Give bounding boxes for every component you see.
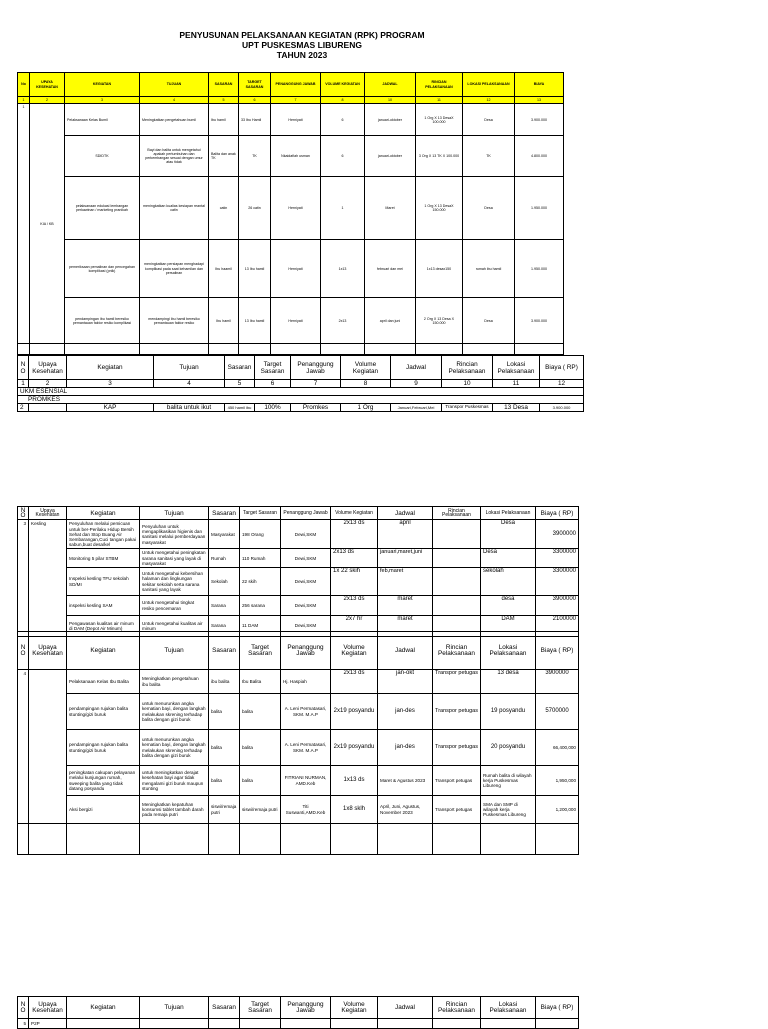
table-cell: 1x13 ds xyxy=(331,766,378,796)
table-cell: 2 Org X 13 Desa X 150.000 xyxy=(416,298,463,344)
table-cell: 1.950.000 xyxy=(515,240,564,298)
table-cell: Dewi,SKM xyxy=(281,568,331,596)
table4-header-cell: Kegiatan xyxy=(67,632,140,670)
table3-header-cell: NO xyxy=(18,507,29,520)
table-cell: Dewi,SKM xyxy=(281,549,331,568)
table2-header-row xyxy=(18,356,584,380)
section-ukm-esensial: UKM ESENSIAL xyxy=(18,388,584,396)
table-cell: Desa xyxy=(463,177,515,240)
table-cell: 1 Org xyxy=(341,404,391,412)
table-row xyxy=(18,766,579,796)
table3-header-cell: Jadwal xyxy=(378,507,433,520)
table-cell: 3900000 xyxy=(536,670,579,694)
table2-number-cell: 3 xyxy=(67,380,154,388)
table-cell: pendampingan ibu hamil beresiko pemantauan faktor resiko komplikasi xyxy=(65,298,140,344)
table-cell: 13 desa xyxy=(481,670,536,694)
table1-number-cell: 6 xyxy=(239,97,271,104)
table4-header-cell: Target Sasaran xyxy=(240,632,281,670)
table-cell: Transport petugas xyxy=(433,796,481,824)
table3-header-cell: Lokasi Pelaksanaan xyxy=(481,507,536,520)
doc-title-3: TAHUN 2023 xyxy=(276,50,328,60)
table-cell: Maret xyxy=(365,177,416,240)
table-cell: Masyarakat xyxy=(209,520,240,549)
table-row xyxy=(18,596,579,616)
table3-header-cell: Kegiatan xyxy=(67,507,140,520)
table-cell: 3.900.000 xyxy=(540,404,584,412)
table1-number-cell: 2 xyxy=(30,97,65,104)
table-cell: balita xyxy=(209,694,240,730)
table-cell: Ibu hamil xyxy=(209,104,239,136)
table2-number-cell: 1 xyxy=(18,380,29,388)
table-cell: Desa xyxy=(481,520,536,549)
table2-number-row xyxy=(18,380,584,388)
table-cell: Ibu hamil xyxy=(209,298,239,344)
table2-header-cell: Volume Kegiatan xyxy=(341,356,391,380)
table-cell: Meningkatkan pengetahuan bumil xyxy=(140,104,209,136)
table-cell: februari dan mei xyxy=(365,240,416,298)
table-cell: Ibu Balita xyxy=(240,670,281,694)
table-row xyxy=(18,694,579,730)
table1-number-cell: 8 xyxy=(321,97,365,104)
table-cell: 6 xyxy=(321,136,365,177)
table-cell: Transport petugas xyxy=(433,766,481,796)
table-cell: Maret & Agustus 2023 xyxy=(378,766,433,796)
table-cell: Pelaksanaan Kelas Ibu Balita xyxy=(67,670,140,694)
table-cell: Sarana xyxy=(209,596,240,616)
table1-header-cell: UPAYA KESEHATAN xyxy=(30,73,65,97)
table1-header-cell: TARGET SASARAN xyxy=(239,73,271,97)
table2-number-cell: 7 xyxy=(291,380,341,388)
table5-header-cell: Biaya ( RP) xyxy=(536,997,579,1019)
table-cell: balita xyxy=(209,730,240,766)
table-cell: Transpor petugas xyxy=(433,694,481,730)
table2-number-cell: 2 xyxy=(29,380,67,388)
table-row xyxy=(18,177,564,240)
section-row xyxy=(18,388,584,396)
table5-header-cell: Volume Kegiatan xyxy=(331,997,378,1019)
table-cell: pelaksanaan edukasi lembangan perkawinan / marketing pranikah xyxy=(65,177,140,240)
table5-header-cell: Penanggung Jawab xyxy=(281,997,331,1019)
table-cell: Untuk mengetahui kualitas air minum xyxy=(140,616,209,637)
table1-number-cell: 3 xyxy=(65,97,140,104)
table2-header-cell: Upaya Kesehatan xyxy=(29,356,67,380)
table-cell: ibu balita xyxy=(209,670,240,694)
table3-header-cell: Target Sasaran xyxy=(240,507,281,520)
table-cell: meningkatkan kualias kesiapan reantal catin xyxy=(140,177,209,240)
table-cell: rumah ibu hamil xyxy=(463,240,515,298)
table-cell: Herniyati xyxy=(271,240,321,298)
table-cell: Rumah xyxy=(209,549,240,568)
table-cell: pendampingan rujukan balita stunting/gizi buruk xyxy=(67,730,140,766)
table-cell: FITRIANI NURMAN, AMD.Keb xyxy=(281,766,331,796)
table-row-empty xyxy=(18,824,579,855)
table-cell: Inspeksi kesling TFU sekolah SD/MI xyxy=(67,568,140,596)
table2-header-cell: Kegiatan xyxy=(67,356,154,380)
table3-header-cell: Volume Kegiatan xyxy=(331,507,378,520)
table-cell: DAM xyxy=(481,616,536,637)
table-row-empty xyxy=(18,344,564,355)
table-cell xyxy=(433,520,481,549)
table-cell: 13 Desa xyxy=(493,404,540,412)
table1-number-row xyxy=(18,97,564,104)
doc-title-2: UPT PUSKESMAS LIBURENG xyxy=(242,40,362,50)
table-cell: balita xyxy=(240,766,281,796)
table-cell: 3 Org X 13 TK X 100.000 xyxy=(416,136,463,177)
table-cell: Balita dan anak TK xyxy=(209,136,239,177)
table-cell: balita xyxy=(240,694,281,730)
table-cell: Monitoring 5 pilar STBM xyxy=(67,549,140,568)
table5-header-cell: Kegiatan xyxy=(67,997,140,1019)
table2-header-cell: Lokasi Pelaksanaan xyxy=(493,356,540,380)
table4-no: 4 xyxy=(18,670,29,824)
table1-header-cell: TUJUAN xyxy=(140,73,209,97)
table-cell: Desa xyxy=(463,104,515,136)
table-cell: Herniyati xyxy=(271,104,321,136)
table-cell: 256 sarana xyxy=(240,596,281,616)
table2-number-cell: 4 xyxy=(154,380,225,388)
table4-header-row xyxy=(18,632,579,670)
table-cell: catin xyxy=(209,177,239,240)
table-row xyxy=(18,520,579,549)
table3-header-row xyxy=(18,507,579,520)
table1-number-cell: 12 xyxy=(463,97,515,104)
table-cell xyxy=(433,596,481,616)
table-cell: Penyuluhan melalui pemicuan untuk ber-Perilaku Hidup Bersih Sehat dan Stop Buang Air Sembarangan,Cuci tangan pakai sabun,buat desa/kel xyxy=(67,520,140,549)
table-cell: maret xyxy=(378,596,433,616)
table2-header-cell: Sasaran xyxy=(225,356,255,380)
table-cell: siswi/remaja putri xyxy=(209,796,240,824)
table-cell: jan-okt xyxy=(378,670,433,694)
table-cell: Meningkatkan pengetahuan ibu balita xyxy=(140,670,209,694)
table-cell: A. Leni Permatasari, SKM. M.A.P xyxy=(281,730,331,766)
table-cell: Meningkatkan kepatuhan konsumsi tablet tambah darah pada remaja putri xyxy=(140,796,209,824)
table-cell: 1,200,000 xyxy=(536,796,579,824)
table-cell: jan-des xyxy=(378,730,433,766)
table-row xyxy=(18,549,579,568)
table1-header-cell: BIAYA xyxy=(515,73,564,97)
table4-header-cell: Lokasi Pelaksanaan xyxy=(481,632,536,670)
table-cell: januari,maret,juni xyxy=(378,549,433,568)
table4-header-cell: Volume Kegiatan xyxy=(331,632,378,670)
table3-header-cell: Tujuan xyxy=(140,507,209,520)
table-row xyxy=(18,568,579,596)
doc-title-1: PENYUSUNAN PELAKSANAAN KEGIATAN (RPK) PROGRAM xyxy=(179,30,425,40)
table-cell: 1x13 desax150 xyxy=(416,240,463,298)
table3-header-cell: Sasaran xyxy=(209,507,240,520)
table-cell: untuk menurunkan angka kematian bayi, dengan langkah melakukan skrening terhadap balita dengan gizi buruk xyxy=(140,730,209,766)
table-cell: april dan juni xyxy=(365,298,416,344)
table-cell: januari-oktober xyxy=(365,136,416,177)
table-row xyxy=(18,796,579,824)
table-cell: Titi Suswanti,AMD.Keb xyxy=(281,796,331,824)
table-cell: 2x7 hr xyxy=(331,616,378,637)
table2-header-cell: Target Sasaran xyxy=(255,356,291,380)
table2-number-cell: 8 xyxy=(341,380,391,388)
table-cell: Penyuluhan untuk mengaplikasikan higienis dan sanitasi melalui pemberdayaan masyarakat xyxy=(140,520,209,549)
table4-header-cell: Biaya ( RP) xyxy=(536,632,579,670)
table-cell: 13 Ibu hamil xyxy=(239,298,271,344)
table-cell: TK xyxy=(239,136,271,177)
table1-upaya: KIA / KB xyxy=(30,104,65,344)
table-cell: Untuk mengetahui tingkat resiko pencemaran xyxy=(140,596,209,616)
table2-number-cell: 6 xyxy=(255,380,291,388)
table-row xyxy=(18,730,579,766)
table1-header-cell: RINCIAN PELAKSANAAN xyxy=(416,73,463,97)
table-p2p xyxy=(17,996,579,1029)
table1-number-cell: 5 xyxy=(209,97,239,104)
table5-header-row xyxy=(18,997,579,1019)
table-row xyxy=(18,240,564,298)
table2-header-cell: Tujuan xyxy=(154,356,225,380)
table-cell: balita untuk ikut xyxy=(154,404,225,412)
table2-header-cell: Biaya ( RP) xyxy=(540,356,584,380)
table-cell: Aksi bergizi xyxy=(67,796,140,824)
table-cell: 1 Org X 13 DesaX 150.000 xyxy=(416,177,463,240)
table5-header-cell: Target Sasaran xyxy=(240,997,281,1019)
table5-header-cell: Sasaran xyxy=(209,997,240,1019)
table-cell: Pelaksanaan Kelas Bumil xyxy=(65,104,140,136)
table-cell: januari-oktober xyxy=(365,104,416,136)
table-cell: Untuk mengetahui kebersihan halaman dan lingkungan sekitar sekolah serta sarana sanitasi yang layak xyxy=(140,568,209,596)
table-cell: jan-des xyxy=(378,694,433,730)
table-cell: Rumah balita di wilayah kerja Puskesmas Libureng xyxy=(481,766,536,796)
table-cell: sekolah xyxy=(481,568,536,596)
table-cell: 13 Ibu hamil xyxy=(239,240,271,298)
table-row xyxy=(18,298,564,344)
table-row xyxy=(18,670,579,694)
table1-header-cell: LOKASI PELAKSANAAN xyxy=(463,73,515,97)
table4-header-cell: Jadwal xyxy=(378,632,433,670)
table-cell: 1.950.000 xyxy=(515,177,564,240)
table-row xyxy=(18,136,564,177)
table-cell: 2x13 ds xyxy=(331,549,378,568)
section-row xyxy=(18,396,584,404)
table-cell: Pengawasan kualitas air minum di DAM (Depot Air Minum) xyxy=(67,616,140,637)
table4-header-cell: Rincian Pelaksanaan xyxy=(433,632,481,670)
table-kesling xyxy=(17,506,579,637)
table1-number-cell: 10 xyxy=(365,97,416,104)
table-cell: 5700000 xyxy=(536,694,579,730)
table-cell: 4.800.000 xyxy=(515,136,564,177)
table-row xyxy=(18,104,564,136)
table-cell: 22 skih xyxy=(240,568,281,596)
table5-no: 5 xyxy=(18,1019,29,1029)
table-cell: 3.900.000 xyxy=(515,104,564,136)
table1-header-cell: KEGIATAN xyxy=(65,73,140,97)
table3-header-cell: Biaya ( RP) xyxy=(536,507,579,520)
table-cell: April, Juni, Agustus, November 2023 xyxy=(378,796,433,824)
table-cell: untuk menurunkan angka kematian bayi, dengan langkah melakukan skrening terhadap balita dengan gizi buruk xyxy=(140,694,209,730)
table-cell: meningkatkan persiapan menghadapi komplikasi pada saat kehamilan dan persalinan xyxy=(140,240,209,298)
table-cell: 2x13 ds xyxy=(331,520,378,549)
table5-header-cell: NO xyxy=(18,997,29,1019)
table-cell: Ibu haamil xyxy=(209,240,239,298)
table-row xyxy=(18,404,584,412)
table1-header-row xyxy=(18,73,564,97)
table-cell: 2x13 xyxy=(321,298,365,344)
table1-number-cell: 13 xyxy=(515,97,564,104)
table-cell: 20 posyandu xyxy=(481,730,536,766)
table2-number-cell: 5 xyxy=(225,380,255,388)
table2-header-cell: Jadwal xyxy=(391,356,442,380)
table4-header-cell: NO xyxy=(18,632,29,670)
table3-no: 3 xyxy=(18,520,29,637)
table1-header-cell: SASARAN xyxy=(209,73,239,97)
table-cell: Promkes xyxy=(291,404,341,412)
table-cell: 11 DAM xyxy=(240,616,281,637)
section-promkes: PROMKES xyxy=(18,396,584,404)
table1-no: 1 xyxy=(18,104,30,344)
table1-header-cell: PENANGGUNG JAWAB xyxy=(271,73,321,97)
table4-header-cell: Sasaran xyxy=(209,632,240,670)
table3-header-cell: Upaya Kesehatan xyxy=(29,507,67,520)
table-cell: Transpor Puskesmas xyxy=(442,404,493,412)
table-cell: TK xyxy=(463,136,515,177)
table-cell: Transpor petugas xyxy=(433,730,481,766)
table-cell: pendampingan rujukan balita stunting/gizi buruk xyxy=(67,694,140,730)
table-cell: Herniyati xyxy=(271,298,321,344)
table-cell: 1x8 sklh xyxy=(331,796,378,824)
table-cell: april xyxy=(378,520,433,549)
table-cell: Sekolah xyxy=(209,568,240,596)
table-cell: untuk meningkatkan derajat kesehatan bayi agar tidak mengalami gizi buruk maupun stunting xyxy=(140,766,209,796)
table-cell: Januari,Februari,Mei xyxy=(391,404,442,412)
table-cell: 2x19 posyandu xyxy=(331,694,378,730)
table-cell: Herniyati xyxy=(271,177,321,240)
table-promkes xyxy=(17,355,584,412)
table1-number-cell: 1 xyxy=(18,97,30,104)
table-cell: Desa xyxy=(463,298,515,344)
table-cell: peningkatan cakupan pelayanan melalui kunjungan rumah, sweeping balita yang tidak datang posyandu xyxy=(67,766,140,796)
table2-header-cell: Rincian Pelaksanaan xyxy=(442,356,493,380)
table-cell: 100% xyxy=(255,404,291,412)
table2-number-cell: 11 xyxy=(493,380,540,388)
table-cell: 1 xyxy=(321,177,365,240)
table2-header-cell: NO xyxy=(18,356,29,380)
table-cell: 2x13 ds xyxy=(331,670,378,694)
table-cell: feb,maret xyxy=(378,568,433,596)
table-cell: pemeriksaan pemalinan dan pencegahan komplikasi (pnlk) xyxy=(65,240,140,298)
table-cell: 3300000 xyxy=(536,549,579,568)
table1-header-cell: VOLUME KEGIATAN xyxy=(321,73,365,97)
table-cell: 3300000 xyxy=(536,568,579,596)
table-cell: SDIDTK xyxy=(65,136,140,177)
table-cell: 2 xyxy=(18,404,29,412)
table-gizi xyxy=(17,631,579,855)
table-cell: 2x19 posyandu xyxy=(331,730,378,766)
table-cell: mendampingi ibu hamil beresiko pemantauan faktor resiko xyxy=(140,298,209,344)
table3-upaya: Kesling xyxy=(29,520,67,637)
table-cell xyxy=(433,568,481,596)
table-cell: 26 catin xyxy=(239,177,271,240)
table-cell: Dewi,SKM xyxy=(281,520,331,549)
table-cell: 3900000 xyxy=(536,596,579,616)
table1-header-cell: No xyxy=(18,73,30,97)
table-cell: 1,950,000 xyxy=(536,766,579,796)
table-cell: 3.900.000 xyxy=(515,298,564,344)
table-cell: balita xyxy=(240,730,281,766)
table-cell: balita xyxy=(209,766,240,796)
table-cell: Nkaidafiah usman xyxy=(271,136,321,177)
table-cell: 2100000 xyxy=(536,616,579,637)
table-cell: Bayi dan balita untuk mengetahui apakah pertumbuhan dan perkembangan sesuai dengan umur atau tidak xyxy=(140,136,209,177)
table-cell: Hj. Haspiah xyxy=(281,670,331,694)
table-cell: KAP xyxy=(67,404,154,412)
table5-header-cell: Upaya Kesehatan xyxy=(29,997,67,1019)
table-cell: siswi/remaja putri xyxy=(240,796,281,824)
table4-header-cell: Penanggung Jawab xyxy=(281,632,331,670)
table-cell: 2x13 ds xyxy=(331,596,378,616)
table-cell: Dewi,SKM xyxy=(281,596,331,616)
table-cell: 110 Rumah xyxy=(240,549,281,568)
table5-upaya: P2P xyxy=(29,1019,67,1029)
table-cell: inspeksi kesling SAM xyxy=(67,596,140,616)
table-cell: Dewi,SKM xyxy=(281,616,331,637)
table5-header-cell: Jadwal xyxy=(378,997,433,1019)
table2-number-cell: 9 xyxy=(391,380,442,388)
table-cell: Sarana xyxy=(209,616,240,637)
table-cell: Transpor petugas xyxy=(433,670,481,694)
table4-header-cell: Upaya Kesehatan xyxy=(29,632,67,670)
table-cell: 19 posyandu xyxy=(481,694,536,730)
table-cell: Untuk mengetahui peningkatan sarana sanitasi yang layak di masyarakat xyxy=(140,549,209,568)
table3-header-cell: Penanggung Jawab xyxy=(281,507,331,520)
table1-number-cell: 4 xyxy=(140,97,209,104)
table-cell: 1x13 xyxy=(321,240,365,298)
table-cell: 6 xyxy=(321,104,365,136)
table4-header-cell: Tujuan xyxy=(140,632,209,670)
table-cell: A. Leni Permatasari, SKM. M.A.P xyxy=(281,694,331,730)
table2-number-cell: 12 xyxy=(540,380,584,388)
table1-header-cell: JADWAL xyxy=(365,73,416,97)
table-cell: 450 hamil ibu xyxy=(225,404,255,412)
table2-header-cell: Penanggung Jawab xyxy=(291,356,341,380)
table3-header-cell: Rincian Pelaksanaan xyxy=(433,507,481,520)
table-cell: 33 Ibu Hamil xyxy=(239,104,271,136)
table-cell: 198 Orang xyxy=(240,520,281,549)
table5-header-cell: Lokasi Pelaksanaan xyxy=(481,997,536,1019)
table5-header-cell: Tujuan xyxy=(140,997,209,1019)
table-cell xyxy=(433,549,481,568)
table-cell: maret xyxy=(378,616,433,637)
table-kia-kb xyxy=(17,72,564,355)
table-cell: 1x 22 skih xyxy=(331,568,378,596)
table5-header-cell: Rincian Pelaksanaan xyxy=(433,997,481,1019)
table1-number-cell: 7 xyxy=(271,97,321,104)
table-cell: Desa xyxy=(481,549,536,568)
table-cell xyxy=(29,404,67,412)
table2-number-cell: 10 xyxy=(442,380,493,388)
table-cell: 3900000 xyxy=(536,520,579,549)
table-cell: 1 Org X 13 DesaX 100.000 xyxy=(416,104,463,136)
table-cell: desa xyxy=(481,596,536,616)
table-cell: SMA dan SMP di wilayah kerja Puskesmas Libureng xyxy=(481,796,536,824)
table-cell: 66,400,000 xyxy=(536,730,579,766)
table1-number-cell: 11 xyxy=(416,97,463,104)
